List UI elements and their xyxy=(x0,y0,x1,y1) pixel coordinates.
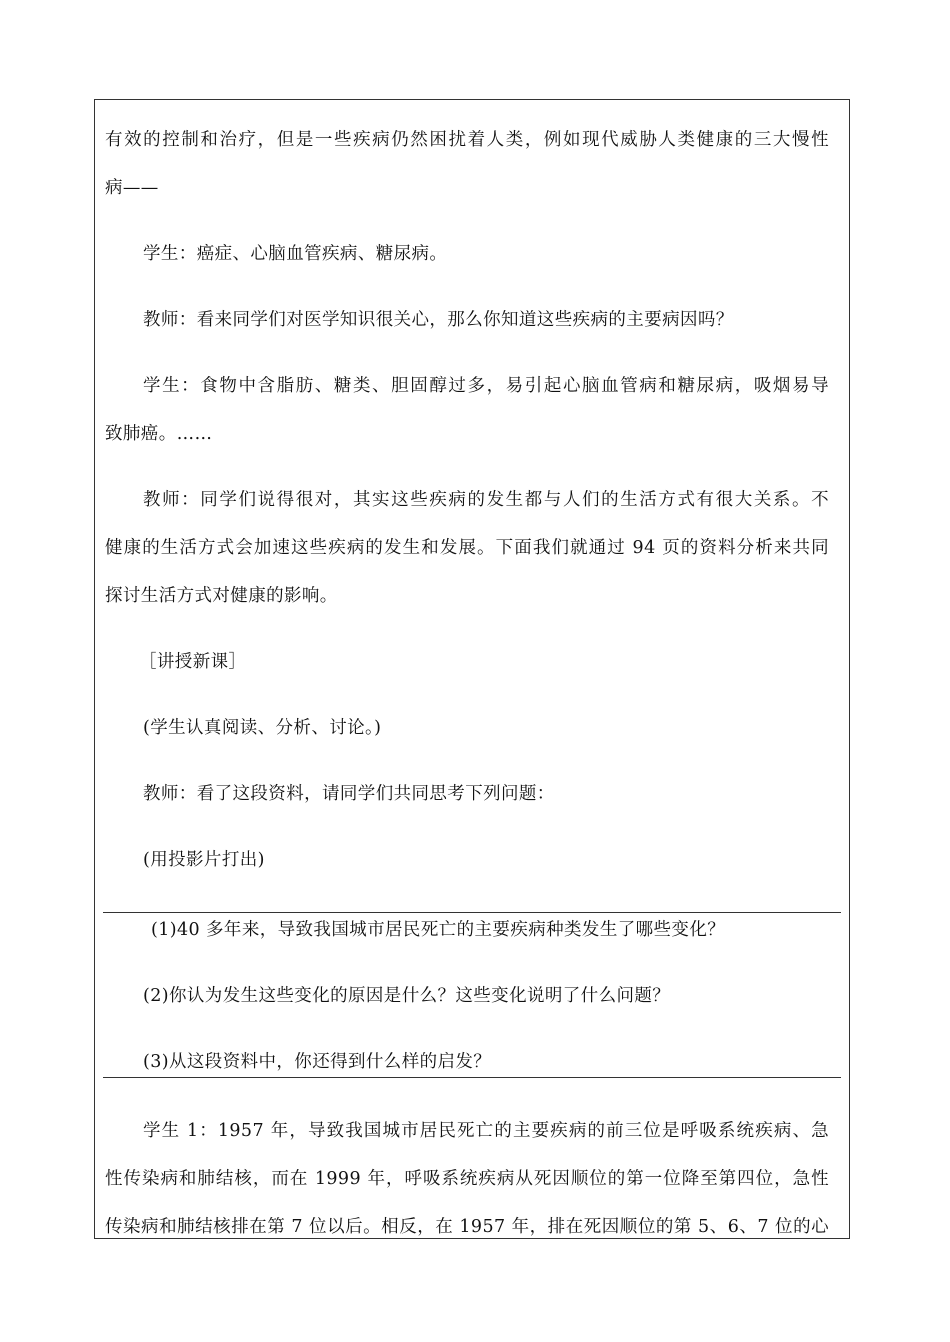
student-answer: 学生 1：1957 年，导致我国城市居民死亡的主要疾病的前三位是呼吸系统疾病、急 xyxy=(143,1121,829,1141)
projection-box-bottom-rule xyxy=(103,1077,841,1078)
teacher-remark: 教师：同学们说得很对，其实这些疾病的发生都与人们的生活方式有很大关系。不 xyxy=(143,490,829,510)
paragraph-line: 病—— xyxy=(105,178,159,198)
paragraph-line: 健康的生活方式会加速这些疾病的发生和发展。下面我们就通过 94 页的资料分析来共同 xyxy=(105,538,829,558)
projection-box-top-rule xyxy=(103,912,841,913)
student-answer: 学生：癌症、心脑血管疾病、糖尿病。 xyxy=(143,244,448,264)
lesson-table-cell xyxy=(94,99,850,1239)
paragraph-line: 探讨生活方式对健康的影响。 xyxy=(105,586,338,606)
paragraph-line: 有效的控制和治疗，但是一些疾病仍然困扰着人类，例如现代威胁人类健康的三大慢性 xyxy=(105,130,829,150)
stage-direction: (用投影片打出) xyxy=(143,850,265,870)
student-answer: 学生：食物中含脂肪、糖类、胆固醇过多，易引起心脑血管病和糖尿病，吸烟易导 xyxy=(143,376,829,396)
section-heading: ［讲授新课］ xyxy=(139,652,247,672)
discussion-question: (1)40 多年来，导致我国城市居民死亡的主要疾病种类发生了哪些变化？ xyxy=(151,920,726,940)
teacher-prompt: 教师：看了这段资料，请同学们共同思考下列问题： xyxy=(143,784,555,804)
paragraph-line: 性传染病和肺结核，而在 1999 年，呼吸系统疾病从死因顺位的第一位降至第四位，急性 xyxy=(105,1169,829,1189)
discussion-question: (2)你认为发生这些变化的原因是什么？这些变化说明了什么问题？ xyxy=(143,986,671,1006)
discussion-question: (3)从这段资料中，你还得到什么样的启发？ xyxy=(143,1052,492,1072)
stage-direction: (学生认真阅读、分析、讨论。) xyxy=(143,718,382,738)
paragraph-line: 致肺癌。…… xyxy=(105,424,213,444)
paragraph-line: 传染病和肺结核排在第 7 位以后。相反，在 1957 年，排在死因顺位的第 5、6、7 位的心 xyxy=(105,1217,829,1237)
teacher-question: 教师：看来同学们对医学知识很关心，那么你知道这些疾病的主要病因吗？ xyxy=(143,310,734,330)
